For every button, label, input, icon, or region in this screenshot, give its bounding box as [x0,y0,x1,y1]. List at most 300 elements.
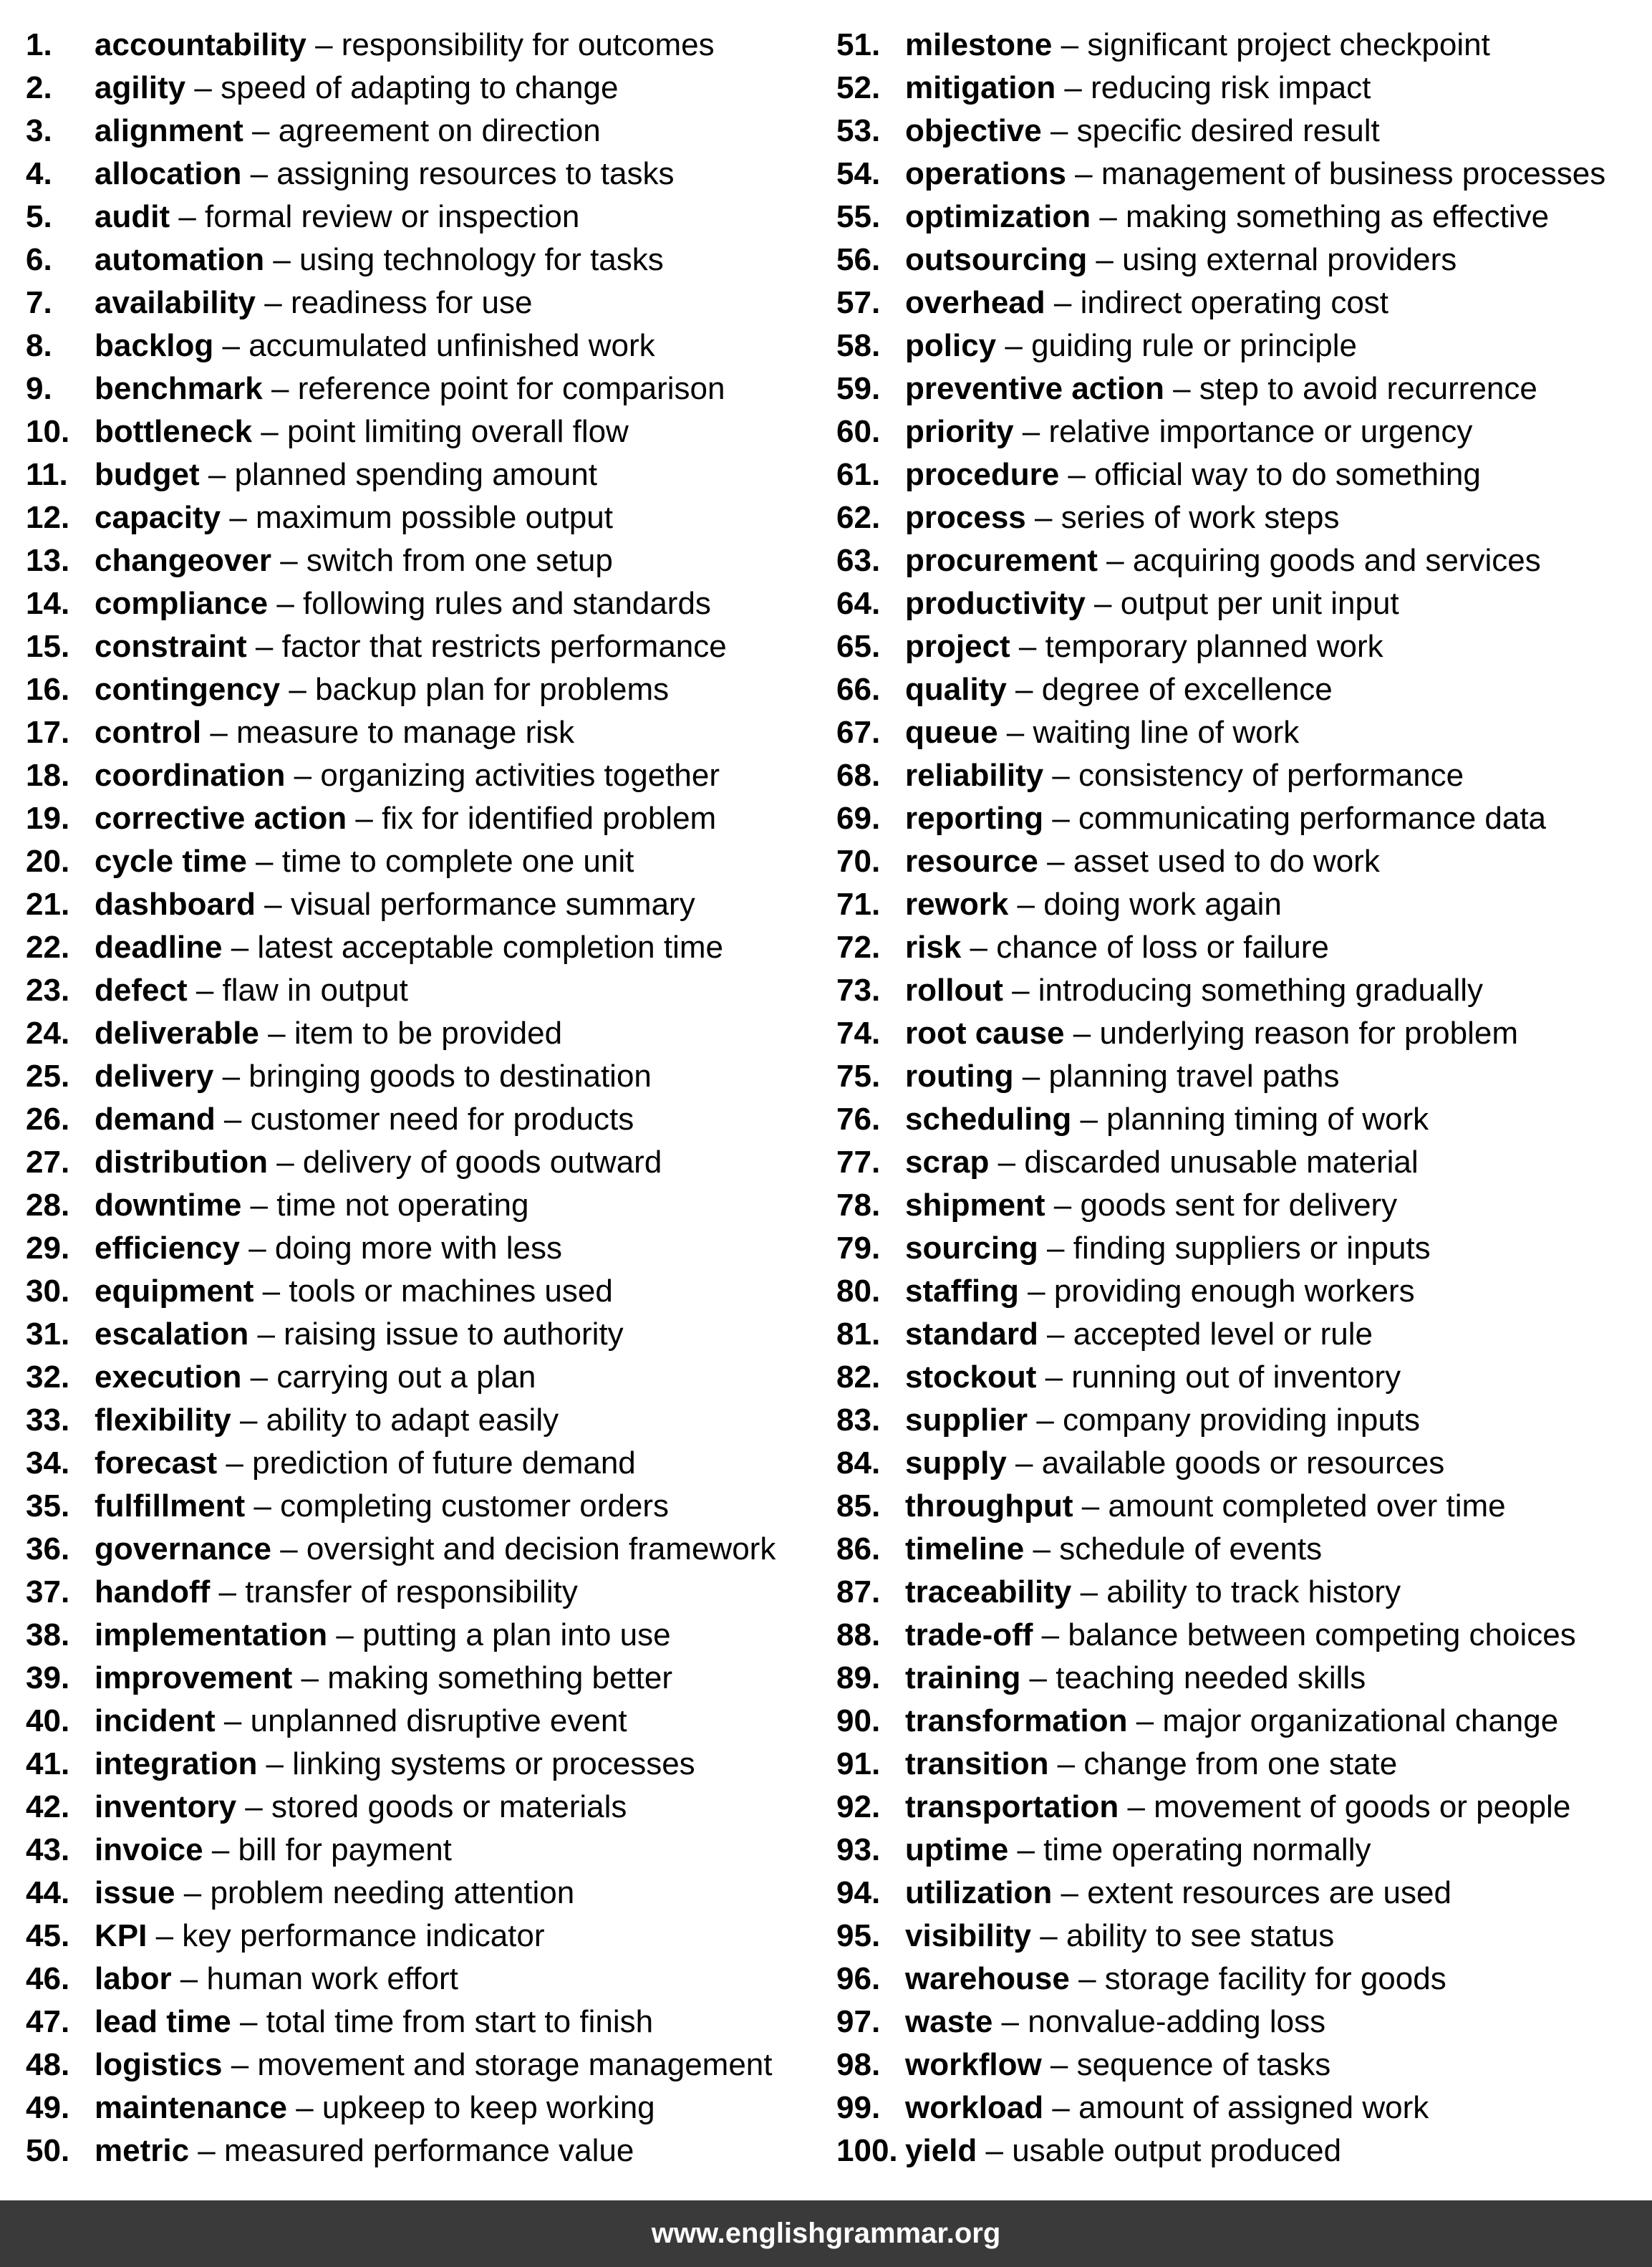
entry-number: 49. [26,2090,70,2125]
entry-body [905,668,1333,711]
entry-body [905,1184,1397,1227]
vocabulary-entry [26,1399,813,1442]
vocabulary-entry [836,840,1638,883]
entry-definition: ability to adapt easily [266,1402,559,1438]
entry-body [905,539,1541,582]
entry-body [905,239,1457,281]
entry-term: audit [95,199,170,234]
entry-separator: – [189,2133,224,2168]
vocabulary-entry [26,1270,813,1313]
entry-body [95,668,669,711]
entry-term: logistics [95,2047,223,2082]
entry-body [905,2044,1330,2086]
entry-number: 60. [836,414,881,449]
entry-term: capacity [95,500,221,535]
entry-body [905,1872,1451,1915]
entry-definition: planning travel paths [1048,1059,1340,1094]
entry-term: sourcing [905,1231,1038,1266]
entry-number: 100. [836,2133,898,2168]
entry-definition: problem needing attention [210,1875,575,1910]
entry-number: 23. [26,973,70,1008]
entry-number: 21. [26,887,70,922]
entry-number: 56. [836,242,881,277]
entry-body [95,883,695,926]
entry-term: operations [905,156,1066,191]
entry-body [95,1227,562,1270]
entry-definition: making something better [327,1660,673,1695]
entry-separator: – [187,973,223,1008]
vocabulary-entry [836,1141,1638,1184]
entry-term: utilization [905,1875,1053,1910]
entry-definition: planned spending amount [234,457,597,492]
entry-body [905,453,1481,496]
entry-definition: completing customer orders [280,1488,670,1524]
entry-definition: nonvalue-adding loss [1028,2004,1326,2039]
entry-body [905,1012,1518,1055]
entry-body [95,1872,574,1915]
entry-definition: organizing activities together [320,758,720,793]
vocabulary-entry [836,2086,1638,2129]
entry-number: 12. [26,500,70,535]
vocabulary-entry [26,1700,813,1743]
entry-body [905,1786,1570,1829]
entry-number: 78. [836,1188,881,1223]
vocabulary-entry [26,67,813,110]
vocabulary-entry [836,196,1638,239]
entry-body [95,1743,695,1786]
vocabulary-entry [836,1743,1638,1786]
entry-term: objective [905,113,1042,148]
entry-separator: – [1038,1317,1073,1352]
entry-number: 33. [26,1402,70,1438]
entry-separator: – [257,1746,293,1781]
entry-body [95,1786,627,1829]
entry-number: 95. [836,1918,881,1953]
entry-number: 36. [26,1531,70,1566]
entry-separator: – [1013,1059,1049,1094]
entry-number: 5. [26,199,52,234]
entry-number: 27. [26,1145,70,1180]
entry-number: 39. [26,1660,70,1695]
vocabulary-list-right-column [836,24,1638,2172]
vocabulary-entry [836,1528,1638,1571]
entry-body [95,1313,624,1356]
entry-separator: – [239,1231,275,1266]
entry-term: overhead [905,285,1045,320]
entry-definition: doing more with less [274,1231,562,1266]
entry-body [95,1700,627,1743]
entry-number: 47. [26,2004,70,2039]
vocabulary-entry [26,1055,813,1098]
entry-definition: official way to do something [1094,457,1481,492]
entry-separator: – [213,1059,249,1094]
entry-definition: specific desired result [1076,113,1380,148]
entry-definition: extent resources are used [1087,1875,1451,1910]
entry-definition: planning timing of work [1106,1102,1429,1137]
entry-number: 54. [836,156,881,191]
entry-separator: – [222,930,258,965]
vocabulary-entry [26,711,813,754]
entry-body [905,110,1380,153]
entry-number: 58. [836,328,881,363]
vocabulary-entry [26,1313,813,1356]
entry-definition: stored goods or materials [271,1789,627,1824]
entry-body [905,883,1282,926]
entry-definition: doing work again [1043,887,1282,922]
vocabulary-entry [836,1184,1638,1227]
vocabulary-entry [26,2129,813,2172]
entry-separator: – [992,2004,1028,2039]
entry-definition: usable output produced [1012,2133,1342,2168]
entry-number: 38. [26,1617,70,1652]
entry-number: 29. [26,1231,70,1266]
entry-separator: – [185,70,221,105]
entry-separator: – [1038,844,1073,879]
entry-number: 41. [26,1746,70,1781]
entry-body [95,797,716,840]
vocabulary-entry [836,797,1638,840]
entry-separator: – [213,328,249,363]
entry-definition: time operating normally [1043,1832,1371,1867]
entry-body [905,1399,1420,1442]
entry-number: 93. [836,1832,881,1867]
entry-separator: – [236,1789,271,1824]
entry-definition: communicating performance data [1078,801,1547,836]
entry-term: flexibility [95,1402,231,1438]
vocabulary-entry [26,1786,813,1829]
entry-term: optimization [905,199,1091,234]
entry-number: 75. [836,1059,881,1094]
entry-term: routing [905,1059,1014,1094]
entry-body [95,153,674,196]
vocabulary-entry [836,410,1638,453]
entry-definition: linking systems or processes [292,1746,695,1781]
entry-definition: measure to manage risk [236,715,575,750]
vocabulary-entry [26,754,813,797]
entry-separator: – [271,543,306,578]
entry-number: 82. [836,1359,881,1395]
entry-number: 81. [836,1317,881,1352]
vocabulary-entry [26,582,813,625]
entry-definition: responsibility for outcomes [341,27,715,62]
entry-term: milestone [905,27,1053,62]
entry-term: reporting [905,801,1044,836]
vocabulary-entry [836,153,1638,196]
entry-number: 85. [836,1488,881,1524]
entry-definition: movement of goods or people [1154,1789,1571,1824]
vocabulary-entry [26,625,813,668]
entry-number: 87. [836,1574,881,1609]
entry-definition: visual performance summary [290,887,695,922]
entry-number: 68. [836,758,881,793]
entry-separator: – [1045,1188,1081,1223]
entry-body [905,1313,1373,1356]
entry-term: staffing [905,1274,1019,1309]
entry-term: procurement [905,543,1098,578]
vocabulary-entry [836,1227,1638,1270]
entry-definition: acquiring goods and services [1132,543,1541,578]
entry-definition: asset used to do work [1073,844,1380,879]
entry-body [95,239,664,281]
entry-term: risk [905,930,962,965]
entry-number: 59. [836,371,881,406]
entry-number: 63. [836,543,881,578]
entry-separator: – [998,715,1033,750]
entry-term: rework [905,887,1009,922]
entry-term: supplier [905,1402,1028,1438]
entry-definition: item to be provided [294,1016,563,1051]
entry-term: reliability [905,758,1044,793]
entry-body [95,1958,458,2001]
entry-definition: upkeep to keep working [322,2090,655,2125]
entry-definition: accumulated unfinished work [248,328,655,363]
entry-body [95,2129,634,2172]
entry-term: waste [905,2004,993,2039]
entry-definition: waiting line of work [1033,715,1300,750]
entry-body [95,711,574,754]
entry-body [95,1442,636,1485]
entry-term: bottleneck [95,414,253,449]
entry-separator: – [241,156,277,191]
entry-definition: teaching needed skills [1056,1660,1366,1695]
entry-definition: backup plan for problems [315,672,670,707]
entry-definition: speed of adapting to change [221,70,619,105]
entry-body [95,24,715,67]
entry-body [95,1571,578,1614]
entry-definition: flaw in output [222,973,408,1008]
entry-separator: – [175,1875,211,1910]
entry-definition: delivery of goods outward [302,1145,662,1180]
entry-separator: – [1036,1359,1072,1395]
entry-term: backlog [95,328,214,363]
entry-separator: – [1024,1531,1060,1566]
entry-body [95,1270,613,1313]
entry-separator: – [231,2004,266,2039]
entry-body [95,410,629,453]
entry-number: 53. [836,113,881,148]
entry-definition: providing enough workers [1053,1274,1415,1309]
vocabulary-entry [836,1442,1638,1485]
entry-term: transformation [905,1703,1128,1738]
entry-body [95,926,723,969]
vocabulary-entry [836,367,1638,410]
entry-number: 86. [836,1531,881,1566]
entry-term: handoff [95,1574,211,1609]
footer-banner [0,2200,1652,2267]
vocabulary-entry [836,539,1638,582]
entry-definition: switch from one setup [306,543,613,578]
vocabulary-entry [836,1872,1638,1915]
entry-number: 40. [26,1703,70,1738]
entry-separator: – [203,1832,238,1867]
entry-body [95,1915,545,1958]
entry-body [95,2044,773,2086]
entry-definition: major organizational change [1162,1703,1559,1738]
entry-separator: – [268,586,304,621]
entry-separator: – [1073,1488,1108,1524]
entry-number: 32. [26,1359,70,1395]
entry-body [95,582,711,625]
entry-definition: using technology for tasks [299,242,664,277]
vocabulary-entry [26,883,813,926]
entry-term: trade-off [905,1617,1033,1652]
entry-separator: – [1071,1102,1107,1137]
entry-body [905,754,1464,797]
entry-separator: – [262,371,298,406]
entry-definition: readiness for use [290,285,533,320]
entry-separator: – [1041,2047,1077,2082]
entry-term: mitigation [905,70,1056,105]
entry-body [95,67,618,110]
vocabulary-entry [836,453,1638,496]
entry-number: 92. [836,1789,881,1824]
entry-number: 62. [836,500,881,535]
entry-number: 14. [26,586,70,621]
vocabulary-entry [836,625,1638,668]
entry-body [95,840,634,883]
vocabulary-entry [836,1055,1638,1098]
vocabulary-entry [836,1485,1638,1528]
entry-definition: fix for identified problem [382,801,717,836]
entry-term: labor [95,1961,172,1996]
entry-definition: underlying reason for problem [1099,1016,1518,1051]
entry-body [95,2001,653,2044]
entry-term: training [905,1660,1021,1695]
entry-definition: customer need for products [250,1102,634,1137]
entry-separator: – [1038,1231,1073,1266]
entry-number: 44. [26,1875,70,1910]
entry-separator: – [1006,672,1042,707]
entry-definition: accepted level or rule [1073,1317,1373,1352]
entry-definition: running out of inventory [1071,1359,1401,1395]
entry-number: 70. [836,844,881,879]
entry-body [905,410,1472,453]
entry-number: 71. [836,887,881,922]
entry-body [905,2086,1429,2129]
vocabulary-entry [26,1571,813,1614]
entry-separator: – [1018,1274,1054,1309]
entry-number: 28. [26,1188,70,1223]
entry-term: dashboard [95,887,256,922]
vocabulary-entry [836,883,1638,926]
entry-number: 73. [836,973,881,1008]
entry-number: 10. [26,414,70,449]
vocabulary-entry [26,1657,813,1700]
entry-definition: storage facility for goods [1104,1961,1446,1996]
entry-separator: – [1069,1961,1105,1996]
vocabulary-entry [836,754,1638,797]
entry-term: maintenance [95,2090,287,2125]
entry-separator: – [1066,156,1101,191]
entry-term: accountability [95,27,306,62]
vocabulary-entry [836,281,1638,324]
entry-term: project [905,629,1010,664]
vocabulary-entry [836,1270,1638,1313]
entry-number: 89. [836,1660,881,1695]
entry-term: metric [95,2133,190,2168]
entry-definition: reference point for comparison [297,371,725,406]
entry-number: 19. [26,801,70,836]
entry-body [95,1528,776,1571]
entry-definition: prediction of future demand [252,1445,636,1481]
entry-body [95,496,613,539]
entry-separator: – [327,1617,363,1652]
entry-number: 35. [26,1488,70,1524]
vocabulary-entry [26,1227,813,1270]
entry-body [905,625,1383,668]
entry-definition: human work effort [206,1961,458,1996]
entry-number: 67. [836,715,881,750]
entry-separator: – [1127,1703,1163,1738]
website-url[interactable]: www.englishgrammar.org [651,2218,1001,2249]
entry-definition: tools or machines used [289,1274,613,1309]
entry-number: 4. [26,156,52,191]
entry-body [905,196,1549,239]
entry-definition: unplanned disruptive event [250,1703,627,1738]
entry-definition: schedule of events [1059,1531,1323,1566]
entry-term: yield [905,2133,977,2168]
entry-number: 24. [26,1016,70,1051]
entry-definition: ability to see status [1066,1918,1335,1953]
entry-separator: – [1056,70,1091,105]
entry-number: 17. [26,715,70,750]
entry-number: 48. [26,2047,70,2082]
entry-term: automation [95,242,265,277]
entry-definition: consistency of performance [1078,758,1464,793]
entry-separator: – [1085,586,1121,621]
entry-definition: latest acceptable completion time [257,930,723,965]
entry-body [905,711,1299,754]
entry-body [95,1055,652,1098]
vocabulary-entry [26,1743,813,1786]
entry-definition: sequence of tasks [1076,2047,1331,2082]
entry-body [905,324,1357,367]
entry-separator: – [1043,2090,1079,2125]
vocabulary-entry [836,711,1638,754]
entry-separator: – [1003,973,1038,1008]
entry-term: equipment [95,1274,254,1309]
entry-term: control [95,715,202,750]
entry-body [905,1055,1340,1098]
entry-separator: – [256,285,291,320]
vocabulary-entry [26,1356,813,1399]
vocabulary-entry [26,926,813,969]
entry-number: 26. [26,1102,70,1137]
entry-body [95,1356,536,1399]
entry-separator: – [1041,113,1077,148]
entry-body [95,453,597,496]
entry-term: agility [95,70,186,105]
entry-definition: amount completed over time [1108,1488,1506,1524]
entry-number: 97. [836,2004,881,2039]
entry-definition: time to complete one unit [281,844,634,879]
entry-separator: – [215,1703,251,1738]
entry-number: 55. [836,199,881,234]
entry-number: 37. [26,1574,70,1609]
entry-term: procedure [905,457,1060,492]
entry-term: preventive action [905,371,1164,406]
entry-body [95,969,408,1012]
vocabulary-entry [26,1528,813,1571]
entry-term: policy [905,328,997,363]
vocabulary-entry [836,24,1638,67]
entry-definition: balance between competing choices [1068,1617,1576,1652]
entry-number: 42. [26,1789,70,1824]
vocabulary-entry [26,539,813,582]
vocabulary-entry [26,196,813,239]
entry-separator: – [286,2090,322,2125]
entry-separator: – [989,1145,1025,1180]
